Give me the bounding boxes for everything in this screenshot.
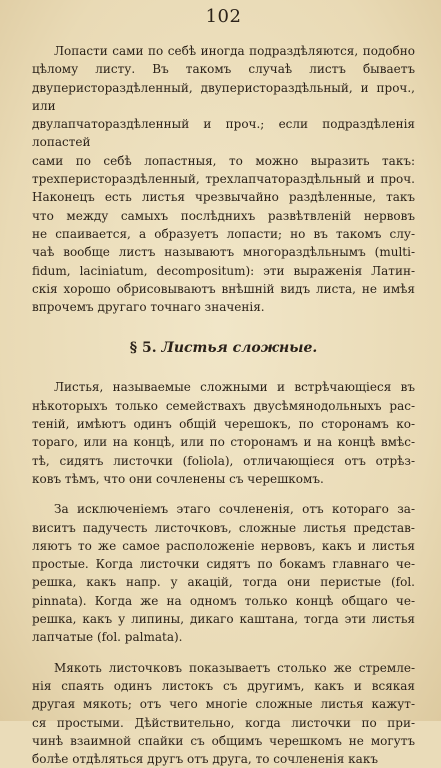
text-line: тораго, или на концѣ, или по сторонамъ и на концѣ вмѣс- (32, 435, 415, 450)
text-line: простые. Когда листочки сидятъ по бокамъ главнаго че- (32, 557, 415, 572)
text-line: Лопасти сами по себѣ иногда подраздѣляются, подобно (54, 44, 415, 58)
section-number: § 5. (129, 340, 157, 357)
text-line: чинѣ взаимной спайки съ общимъ черешкомъ не могутъ (32, 733, 415, 748)
text-line: не спаивается, а образуетъ лопасти; но въ такомъ слу- (32, 226, 415, 241)
text-line: двулапчатораздѣленный и проч.; если подраздѣленія лопастей (32, 117, 415, 150)
text-line: скія хорошо обрисовываютъ внѣшній видъ листа, не имѣя (32, 281, 415, 296)
text-line: сами по себѣ лопастныя, то можно выразить такъ: (32, 153, 415, 168)
paragraph (32, 378, 415, 488)
page-number: 102 (205, 6, 242, 27)
text-line: болѣе отдѣляться другъ отъ друга, то сочлененія какъ (32, 752, 378, 767)
text-line: виситъ падучесть листочковъ, сложные листья представ- (32, 520, 415, 535)
text-line: трехперистораздѣленный, трехлапчатораздѣльный и проч. (32, 172, 415, 187)
paragraph (32, 659, 415, 768)
text-line: теній, имѣютъ одинъ общій черешокъ, по сторонамъ ко- (32, 417, 415, 432)
text-line: fidum, laciniatum, decompositum): эти выраженія Латин- (32, 263, 415, 278)
text-line: решка, какъ у липины, дикаго каштана, тогда эти листья (32, 612, 415, 627)
text-line: pinnata). Когда же на одномъ только концѣ общаго че- (32, 593, 415, 608)
text-line: что между самыхъ послѣднихъ развѣтвленій нервовъ (32, 208, 415, 223)
text-line: тѣ, сидятъ листочки (foliola), отличающіеся отъ отрѣз- (32, 453, 415, 468)
text-line: ляютъ то же самое расположеніе нервовъ, какъ и листья (32, 538, 415, 553)
text-line: За исключеніемъ этаго сочлененія, отъ котораго за- (54, 502, 415, 517)
section-heading (32, 338, 415, 358)
text-line: нія спаять одинъ листокъ съ другимъ, какъ и всякая (32, 678, 415, 693)
text-line: ковъ тѣмъ, что они сочленены съ черешкомъ. (32, 471, 324, 486)
text-line: Мякоть листочковъ показываетъ столько же стремле- (54, 660, 415, 675)
section-title: Листья сложные. (161, 340, 318, 357)
text-line: двуперистораздѣленный, двуперистораздѣльный, и проч., или (32, 80, 415, 113)
text-line: Листья, называемые сложными и встрѣчающіеся въ (54, 380, 415, 395)
text-line: другая мякоть; отъ чего многіе сложные листья кажут- (32, 697, 415, 712)
text-line: чаѣ вообще листъ называютъ многораздѣльнымъ (multi- (32, 245, 415, 260)
text-block-before (32, 42, 415, 316)
paragraph (32, 42, 415, 316)
text-line: решка, какъ напр. у акацій, тогда они перистые (fol. (32, 575, 415, 590)
text-line: лапчатые (fol. palmata). (32, 630, 183, 645)
text-block-after (32, 378, 415, 768)
text-line: ся простыми. Дѣйствительно, когда листочки по при- (32, 715, 415, 730)
paragraph (32, 500, 415, 646)
text-line: нѣкоторыхъ только семействахъ двусѣмянодольныхъ рас- (32, 398, 415, 413)
text-line: впрочемъ другаго точнаго значенія. (32, 300, 265, 315)
text-line: цѣлому листу. Въ такомъ случаѣ листъ бываетъ (32, 62, 415, 77)
text-line: Наконецъ есть листья чрезвычайно раздѣленные, такъ (32, 190, 415, 205)
